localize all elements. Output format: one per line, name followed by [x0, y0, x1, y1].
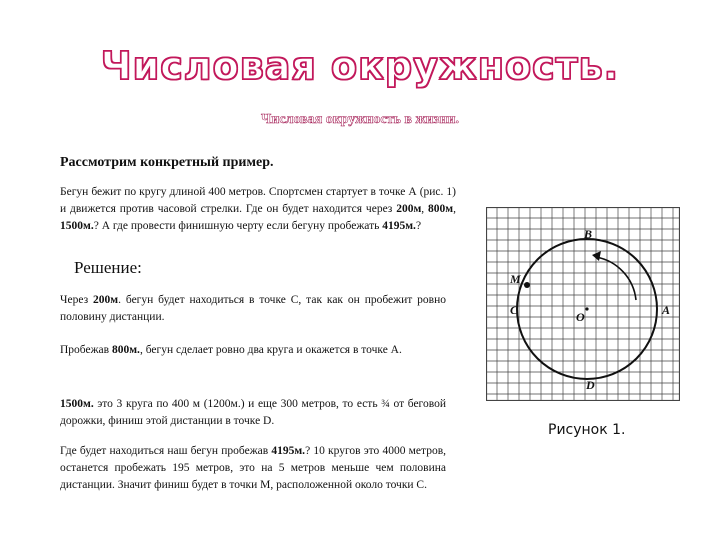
arrowhead-icon — [592, 251, 601, 261]
problem-paragraph — [60, 184, 456, 235]
solution-heading: Решение: — [74, 258, 142, 277]
problem-end: ? — [415, 220, 422, 232]
problem-sep: , — [421, 203, 429, 215]
page-title: Числовая окружность. — [100, 44, 620, 88]
step-4-distance: 4195м. — [271, 445, 306, 457]
step-4 — [60, 443, 446, 494]
distance-4195: 4195м. — [382, 220, 416, 232]
distance-1500: 1500м. — [60, 220, 94, 232]
direction-arrow — [596, 257, 636, 300]
label-b: B — [584, 227, 593, 241]
label-d: D — [586, 378, 595, 392]
step-3-text: это 3 круга по 400 м (1200м.) и еще 300 метров, то есть ¾ от беговой дорожки, финиш этой дистанции в точке D. — [60, 398, 446, 427]
step-2-pre: Пробежав — [60, 344, 112, 356]
problem-intro: Бегун бежит по кругу длиной 400 метров. Спортсмен стартует в точке А (рис. 1) и движется против часовой стрелки. Где он будет находится через — [60, 186, 456, 215]
step-2-distance: 800м. — [111, 344, 140, 356]
lead-text: Рассмотрим конкретный пример. — [60, 155, 274, 170]
label-m: M — [510, 272, 521, 286]
label-o: O — [576, 310, 585, 324]
distance-200: 200м — [396, 203, 422, 215]
point-m-dot — [524, 282, 530, 288]
step-2 — [60, 342, 446, 359]
problem-mid: ? А где провести финишную черту если бегуну пробежать — [93, 220, 383, 232]
step-4-text: ? 10 кругов это 4000 метров, останется пробежать 195 метров, это на 5 метров меньше чем половина дистанции. Значит финиш будет в точки М, расположенной около точки С. — [60, 445, 446, 491]
distance-800: 800м — [428, 203, 454, 215]
page-subtitle: Числовая окружность в жизни. — [261, 112, 459, 127]
number-circle-figure — [486, 207, 680, 401]
problem-sep: , — [453, 203, 456, 215]
figure-1 — [486, 207, 680, 406]
step-2-text: , бегун сделает ровно два круга и окажется в точке А. — [139, 344, 402, 356]
step-1-pre: Через — [60, 294, 94, 306]
step-1-text: . бегун будет находиться в точке С, так как он пробежит ровно половину дистанции. — [60, 294, 447, 323]
label-c: C — [510, 303, 519, 317]
step-1 — [60, 292, 446, 326]
step-4-pre: Где будет находиться наш бегун пробежав — [60, 445, 272, 457]
step-3-distance: 1500м. — [60, 398, 94, 410]
origin-dot — [585, 307, 588, 310]
label-a: A — [662, 303, 671, 317]
step-1-distance: 200м — [93, 294, 119, 306]
figure-caption: Рисунок 1. — [548, 422, 626, 438]
step-3 — [60, 396, 446, 430]
